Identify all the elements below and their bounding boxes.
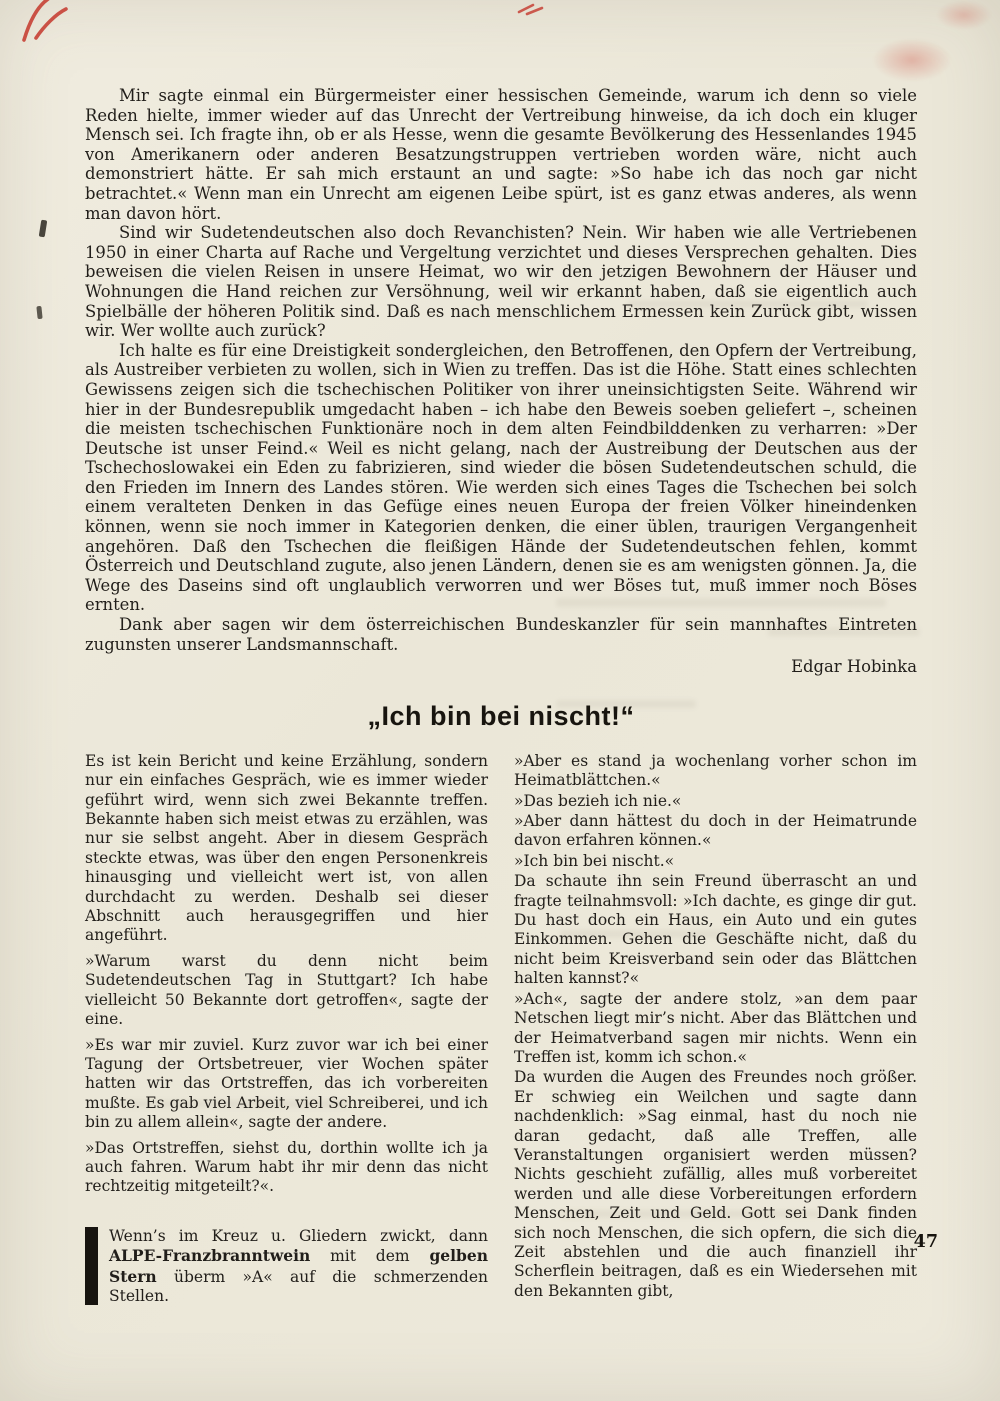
red-pen-scribble [16,0,72,50]
article-paragraph: »Das bezieh ich nie.« [514,791,682,810]
page-content [85,86,917,1312]
article-paragraph: Da schaute ihn sein Freund überrascht an und fragte teilnahmsvoll: »Ich dachte, es ginge dir gut. Du hast doch ein Haus, ein Auto und ein gutes Einkommen. Gehen die Geschäfte nicht, daß du nicht beim Kreisverband sein oder das Blättchen halten kannst?« [514,872,917,988]
ink-speck [36,306,42,319]
ad-marker-bar [85,1227,98,1305]
article-paragraph: »Das Ortstreffen, siehst du, dorthin wollte ich ja auch fahren. Warum habt ihr mir denn das nicht rechtzeitig mitgeteilt?«. [85,1138,488,1196]
ad-brand-name: ALPE-Franzbranntwein [109,1246,311,1266]
article-paragraph: »Ich bin bei nischt.« [514,851,675,870]
letter-section [85,86,917,677]
author-signature: Edgar Hobinka [791,657,917,677]
ad-text [109,1227,488,1307]
page-number: 47 [913,1232,938,1252]
ad-text-mid: mit dem [310,1247,430,1266]
article-paragraph: Es ist kein Bericht und keine Erzählung, sondern nur ein einfaches Gespräch, wie es immer wieder geführt wird, wenn sich zwei Bekannte treffen. Bekannte haben sich meist etwas zu erzählen, was nur sie selbst angeht. Aber in diesem Gespräch steckte etwas, was über den engen Personenkreis hinausging und vielleicht wert ist, von allen durchdacht zu werden. Deshalb sei dieser Abschnitt auch herausgegriffen und hier angeführt. [85,751,488,945]
article-title: „Ich bin bei nischt!“ [367,700,635,731]
article-paragraph: »Aber es stand ja wochenlang vorher schon im Heimatblättchen.« [514,751,917,790]
article-right-column [514,752,917,1313]
advertisement [85,1227,488,1313]
red-ink-smudge [872,38,952,82]
red-pen-mark [517,1,545,17]
letter-paragraph: Ich halte es für eine Dreistigkeit sondergleichen, den Betroffenen, den Opfern der Vertreibung, als Austreiber verbieten zu wollen, sich in Wien zu treffen. Das ist die Höhe. Statt eines schlechten Gewissens zeigen sich die tschechischen Politiker von ihrer uneinsichtigsten Seite. Während wir hier in der Bundesrepublik umgedacht haben – ich habe den Beweis soeben geliefert –, scheinen die meisten tschechischen Funktionäre noch in dem alten Feindbilddenken zu verharren: »Der Deutsche ist unser Feind.« Weil es nicht gelang, nach der Austreibung der Deutschen aus der Tschechoslowakei ein Eden zu fabrizieren, sind wieder die bösen Sudetendeutschen schuld, die den Frieden im Innern des Landes stören. Wie werden sich eines Tages die Tschechen bei solch einem veralteten Denken in das Gefüge eines neuen Europa der freien Völker hineindenken können, wenn sie noch immer in Kategorien denken, die einer üblen, traurigen Vergangenheit angehören. Daß den Tschechen die fleißigen Hände der Sudetendeutschen fehlen, kommt Österreich und Deutschland zugute, also jenen Ländern, denen sie es am wenigsten gönnen. Ja, die Wege des Daseins sind oft unglaublich verworren und wer Böses tut, muß immer noch Böses ernten. [85,340,917,615]
letter-paragraph: Dank aber sagen wir dem österreichischen Bundeskanzler für sein mannhaftes Eintreten zugunsten unserer Landsmannschaft. [85,615,917,654]
article-paragraph: »Aber dann hättest du doch in der Heimatrunde davon erfahren können.« [514,812,917,850]
two-column-article [85,752,917,1313]
letter-paragraph: Mir sagte einmal ein Bürgermeister einer hessischen Gemeinde, warum ich denn so viele Reden hielte, immer wieder auf das Unrecht der Vertreibung hinweise, da ich doch ein kluger Mensch sei. Ich fragte ihn, ob er als Hesse, wenn die gesamte Bevölkerung des Hessenlandes 1945 von Amerikanern oder anderen Besatzungstruppen vertrieben worden wäre, nicht auch demonstriert hätte. Er sah mich erstaunt an und sagte: »So habe ich das noch gar nicht betrachtet.« Wenn man ein Unrecht am eigenen Leibe spürt, ist es ganz etwas anderes, als wenn man davon hört. [85,86,917,223]
ad-highlight: gelben Stern [109,1246,488,1286]
ink-speck [39,220,48,238]
article-left-column [85,752,488,1313]
letter-paragraph: Sind wir Sudetendeutschen also doch Revanchisten? Nein. Wir haben wie alle Vertriebenen 1950 in einer Charta auf Rache und Vergeltung verzichtet und dieses Versprechen gehalten. Dies beweisen die vielen Reisen in unsere Heimat, wo wir den jetzigen Bewohnern der Häuser und Wohnungen die Hand reichen zur Versöhnung, weil wir erkannt haben, daß sie eigentlich auch Spielbälle der höheren Politik sind. Daß es nach menschlichem Ermessen kein Zurück gibt, wissen wir. Wer wollte auch zurück? [85,223,917,341]
article-paragraph: »Es war mir zuviel. Kurz zuvor war ich bei einer Tagung der Ortsbetreuer, vier Wochen später hatten wir das Ortstreffen, das ich vorbereiten mußte. Es gab viel Arbeit, viel Schreiberei, und ich bin zu allem allein«, sagte der andere. [85,1035,488,1132]
article-paragraph: Da wurden die Augen des Freundes noch größer. Er schwieg ein Weilchen und sagte dann nachdenklich: »Sag einmal, hast du noch nie daran gedacht, daß alle Treffen, alle Veranstaltungen organisiert werden müssen? Nichts geschieht zufällig, alles muß vorbereitet werden und alle diese Vorbereitungen erfordern Menschen, Zeit und Geld. Gott sei Dank finden sich noch Menschen, die sich opfern, die sich die Zeit abstehlen und die auch finanziell ihr Scherflein beitragen, daß es ein Wiedersehen mit den Bekannten gibt, [514,1068,917,1300]
red-ink-smudge [936,0,992,30]
ad-text-lead: Wenn’s im Kreuz u. Gliedern zwickt, dann [109,1226,488,1245]
article-paragraph: »Warum warst du denn nicht beim Sudetendeutschen Tag in Stuttgart? Ich habe vielleicht 50 Bekannte dort getroffen«, sagte der eine. [85,951,488,1029]
ad-text-tail: überm »A« auf die schmerzenden Stellen. [109,1267,488,1305]
article-paragraph: »Ach«, sagte der andere stolz, »an dem paar Netschen liegt mir’s nicht. Aber das Blättchen und der Heimatverband sagen mir nichts. Wenn ein Treffen ist, komm ich schon.« [514,989,917,1066]
